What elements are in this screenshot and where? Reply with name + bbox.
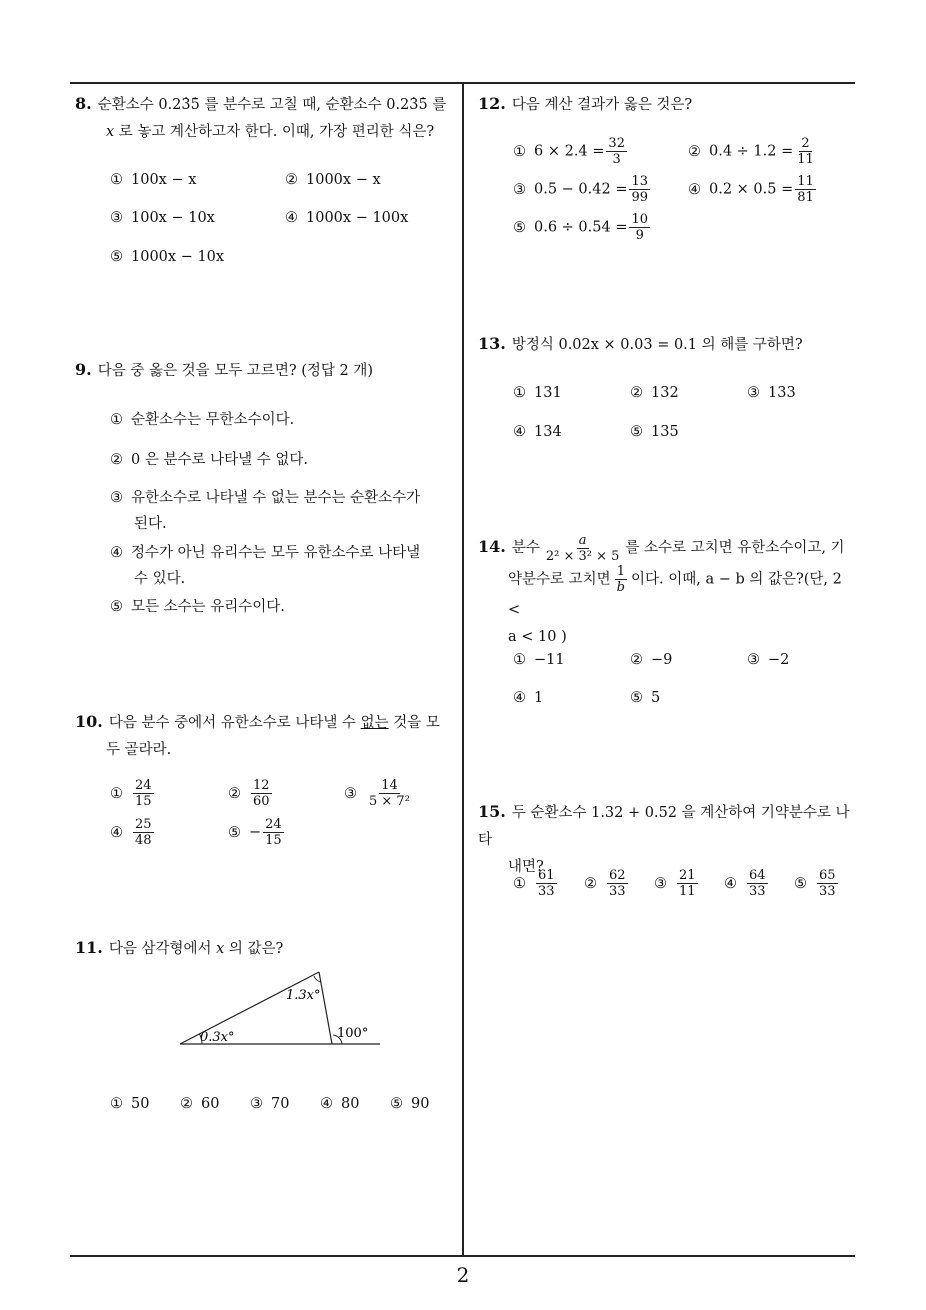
q12-option-5[interactable]: ⑤ 0.6 ÷ 0.54 = $\frac{10}{9}$ <box>513 212 649 243</box>
angle-label-right: 100° <box>337 1026 369 1041</box>
fraction: $\frac{24}{15}$ <box>265 817 282 848</box>
q10-option-3[interactable]: ③ $\frac{14}{\text{5 × 7²}}$ <box>344 778 410 809</box>
q9-option-5[interactable]: ⑤ 모든 소수는 유리수이다. <box>110 599 285 615</box>
question-15: 15. 두 순환소수 1.32 + 0.52 을 계산하여 기약분수로 나타 내면? <box>478 802 850 875</box>
fraction: $\frac{13}{99}$ <box>631 174 649 205</box>
q9-option-1[interactable]: ① 순환소수는 무한소수이다. <box>110 412 295 428</box>
q14-option-3[interactable]: ③ −2 <box>747 652 790 668</box>
q11-option-2[interactable]: ② 60 <box>180 1096 220 1112</box>
fraction: $\frac{64}{33}$ <box>749 868 766 899</box>
q15-option-3[interactable]: ③ $\frac{21}{11}$ <box>654 868 696 899</box>
page-number: 2 <box>456 1263 470 1287</box>
q14-option-5[interactable]: ⑤ 5 <box>630 690 661 706</box>
q15-option-2[interactable]: ② $\frac{62}{33}$ <box>584 868 626 899</box>
q11-option-3[interactable]: ③ 70 <box>250 1096 290 1112</box>
question-9 <box>75 356 460 385</box>
underlined-word: 없는 <box>360 715 389 731</box>
q10-option-1[interactable]: ① $\frac{24}{15}$ <box>110 778 152 809</box>
q13-option-1[interactable]: ① 131 <box>513 385 562 401</box>
fraction: $\frac{25}{48}$ <box>135 817 152 848</box>
question-8 <box>75 90 460 146</box>
q13-option-3[interactable]: ③ 133 <box>747 385 796 401</box>
q9-option-4[interactable]: ④ 정수가 아닌 유리수는 모두 유한소수로 나타낼 <box>110 545 421 561</box>
q15-option-1[interactable]: ① $\frac{61}{33}$ <box>513 868 555 899</box>
q8-stem-line2: x 로 놓고 계산하고자 한다. 이때, 가장 편리한 식은? <box>106 124 435 140</box>
q12-option-1[interactable]: ① 6 × 2.4 = $\frac{32}{3}$ <box>513 136 625 167</box>
q8-option-3[interactable]: ③ 100x − 10x <box>110 210 215 226</box>
fraction: $\frac{32}{3}$ <box>608 136 625 167</box>
q8-option-5[interactable]: ⑤ 1000x − 10x <box>110 249 225 265</box>
q15-option-4[interactable]: ④ $\frac{64}{33}$ <box>724 868 766 899</box>
q13-option-5[interactable]: ⑤ 135 <box>630 424 679 440</box>
question-number: 10. <box>75 712 103 731</box>
q8-stem-line1: 순환소수 0.23 ·5 · 를 분수로 고칠 때, 순환소수 0.23 ·5 · 를 <box>98 97 447 113</box>
angle-label-left: 0.3x° <box>200 1030 235 1045</box>
fraction: $\frac{65}{33}$ <box>819 868 836 899</box>
fraction: $\frac{1}{b}$ <box>616 563 625 595</box>
q11-option-5[interactable]: ⑤ 90 <box>390 1096 430 1112</box>
question-11: 11. 다음 삼각형에서 x 의 값은? <box>75 938 284 957</box>
q9-option-3-cont: 된다. <box>134 516 167 532</box>
q9-option-3[interactable]: ③ 유한소수로 나타낼 수 없는 분수는 순환소수가 <box>110 490 421 506</box>
question-number: 13. <box>478 334 506 353</box>
q8-option-1[interactable]: ① 100x − x <box>110 172 197 188</box>
q13-option-4[interactable]: ④ 134 <box>513 424 562 440</box>
fraction: $\frac{2}{11}$ <box>797 136 814 167</box>
question-number: 14. <box>478 537 506 556</box>
q11-option-1[interactable]: ① 50 <box>110 1096 150 1112</box>
question-13: 13. 방정식 0.02x × 0.03 = 0.1 의 해를 구하면? <box>478 334 803 353</box>
question-number: 8. <box>75 94 92 113</box>
question-number: 15. <box>478 802 506 821</box>
question-14: 14. 분수 $\frac{a}{\text{2² × 3² × 5}}$ 를 소수로 고치면 유한소수이고, 기 약분수로 고치면 $\frac{1}{b}$ 이다. 이때, a − b 의 값은?(단, 2 < a < 10 ) <box>478 532 845 645</box>
q11-option-4[interactable]: ④ 80 <box>320 1096 360 1112</box>
triangle-diagram <box>170 965 390 1055</box>
q9-option-4-cont: 수 있다. <box>134 571 186 587</box>
fraction: $\frac{61}{33}$ <box>538 868 555 899</box>
column-divider <box>462 82 464 1256</box>
q13-option-2[interactable]: ② 132 <box>630 385 679 401</box>
fraction: $\frac{24}{15}$ <box>135 778 152 809</box>
fraction: $\frac{62}{33}$ <box>609 868 626 899</box>
fraction: $\frac{11}{81}$ <box>797 174 814 205</box>
question-12: 12. 다음 계산 결과가 옳은 것은? <box>478 94 693 113</box>
question-number: 9. <box>75 360 92 379</box>
q14-option-1[interactable]: ① −11 <box>513 652 565 668</box>
fraction: $\frac{21}{11}$ <box>679 868 696 899</box>
q15-option-5[interactable]: ⑤ $\frac{65}{33}$ <box>794 868 836 899</box>
question-number: 11. <box>75 938 103 957</box>
q12-option-4[interactable]: ④ 0.2 × 0.5 = $\frac{11}{81}$ <box>688 174 814 205</box>
q10-option-2[interactable]: ② $\frac{12}{60}$ <box>228 778 270 809</box>
q14-option-2[interactable]: ② −9 <box>630 652 673 668</box>
fraction: $\frac{14}{\text{5 × 7²}}$ <box>369 778 410 809</box>
q9-stem: 다음 중 옳은 것을 모두 고르면? (정답 2 개) <box>97 363 373 379</box>
q12-option-3[interactable]: ③ 0.5 − 0.42 = $\frac{13}{99}$ <box>513 174 649 205</box>
q8-option-2[interactable]: ② 1000x − x <box>285 172 381 188</box>
q12-option-2[interactable]: ② 0.4 ÷ 1.2 = $\frac{2}{11}$ <box>688 136 814 167</box>
q9-option-2[interactable]: ② 0 은 분수로 나타낼 수 없다. <box>110 452 308 468</box>
q10-option-5[interactable]: ⑤ − $\frac{24}{15}$ <box>228 817 282 848</box>
angle-label-top: 1.3x° <box>286 988 321 1003</box>
q8-option-4[interactable]: ④ 1000x − 100x <box>285 210 409 226</box>
question-10: 10. 다음 분수 중에서 유한소수로 나타낼 수 없는 것을 모 두 골라라. <box>75 712 440 758</box>
fraction: $\frac{a}{\text{2² × 3² × 5}}$ <box>545 532 620 564</box>
fraction: $\frac{12}{60}$ <box>253 778 270 809</box>
question-number: 12. <box>478 94 506 113</box>
q10-option-4[interactable]: ④ $\frac{25}{48}$ <box>110 817 152 848</box>
fraction: $\frac{10}{9}$ <box>631 212 649 243</box>
q14-option-4[interactable]: ④ 1 <box>513 690 544 706</box>
